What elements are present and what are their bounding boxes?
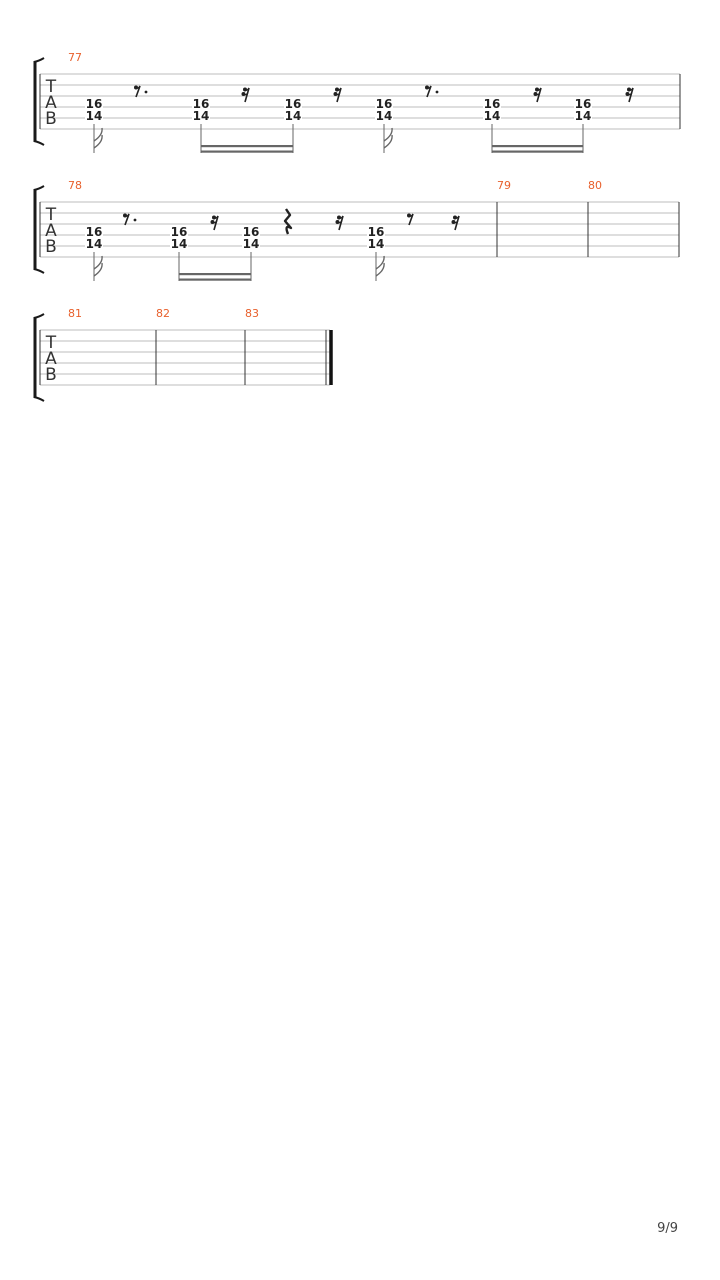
tab-clef [45,77,57,129]
tab-clef [45,333,57,385]
fret-number: 14 [242,237,260,251]
sixteenth-rest [242,88,250,103]
fret-number: 16 [367,225,385,239]
measure-77 [68,51,680,153]
measure-number: 80 [588,179,602,192]
chord [192,97,210,153]
tab-clef-a: A [45,221,57,241]
measure-number: 77 [68,51,82,64]
chord [483,97,501,153]
fret-number: 14 [170,237,188,251]
system-bracket [34,314,44,401]
fret-number: 14 [85,109,103,123]
system-bracket [34,186,44,273]
staff-lines [40,330,330,385]
sixteenth-rest [336,216,344,231]
tab-clef-t: T [45,77,57,97]
note-flag [384,128,392,141]
fret-number: 14 [85,237,103,251]
measure-number: 79 [497,179,511,192]
chord [85,97,103,153]
note-beam [492,145,583,153]
measure-number: 81 [68,307,82,320]
chord [85,225,103,281]
fret-number: 16 [284,97,302,111]
tab-clef-a: A [45,349,57,369]
tab-clef-b: B [45,365,57,385]
measure-78 [68,179,497,281]
note-flag [94,128,102,141]
sixteenth-rest [452,216,460,231]
dotted-eighth-rest [123,214,136,226]
tab-clef-t: T [45,333,57,353]
measure-number: 83 [245,307,259,320]
tab-staff-3 [0,296,720,426]
chord [574,97,592,153]
page-number: 9/9 [657,1221,678,1236]
fret-number: 14 [483,109,501,123]
chord [284,97,302,153]
dotted-eighth-rest [134,86,147,98]
note-beam [201,145,293,153]
fret-number: 14 [375,109,393,123]
tab-staff-2 [0,168,720,298]
tab-system-1 [0,40,720,170]
tab-clef-a: A [45,93,57,113]
tab-clef-b: B [45,237,57,257]
tab-clef [45,205,57,257]
fret-number: 16 [85,225,103,239]
fret-number: 16 [192,97,210,111]
fret-number: 16 [483,97,501,111]
system-bracket [34,58,44,145]
tab-staff-1 [0,40,720,170]
tab-system-2 [0,168,720,298]
fret-number: 16 [85,97,103,111]
tab-clef-b: B [45,109,57,129]
sixteenth-rest [211,216,219,231]
tab-system-3 [0,296,720,426]
fret-number: 14 [192,109,210,123]
tab-clef-t: T [45,205,57,225]
eighth-rest [407,214,413,226]
chord [242,225,260,281]
fret-number: 16 [170,225,188,239]
measure-81 [68,307,156,385]
measure-79 [497,179,588,257]
measure-80 [588,179,679,257]
note-beam [179,273,251,281]
staff-lines [40,202,679,257]
chord [170,225,188,281]
note-flag [94,256,102,269]
fret-number: 14 [367,237,385,251]
sixteenth-rest [334,88,342,103]
measure-number: 78 [68,179,82,192]
chord [367,225,385,281]
sixteenth-rest [534,88,542,103]
fret-number: 14 [284,109,302,123]
measure-82 [156,307,245,385]
fret-number: 16 [375,97,393,111]
fret-number: 16 [574,97,592,111]
measure-number: 82 [156,307,170,320]
dotted-eighth-rest [425,86,438,98]
measure-83 [245,307,331,385]
fret-number: 16 [242,225,260,239]
sixteenth-rest [626,88,634,103]
note-flag [376,256,384,269]
chord [375,97,393,153]
fret-number: 14 [574,109,592,123]
